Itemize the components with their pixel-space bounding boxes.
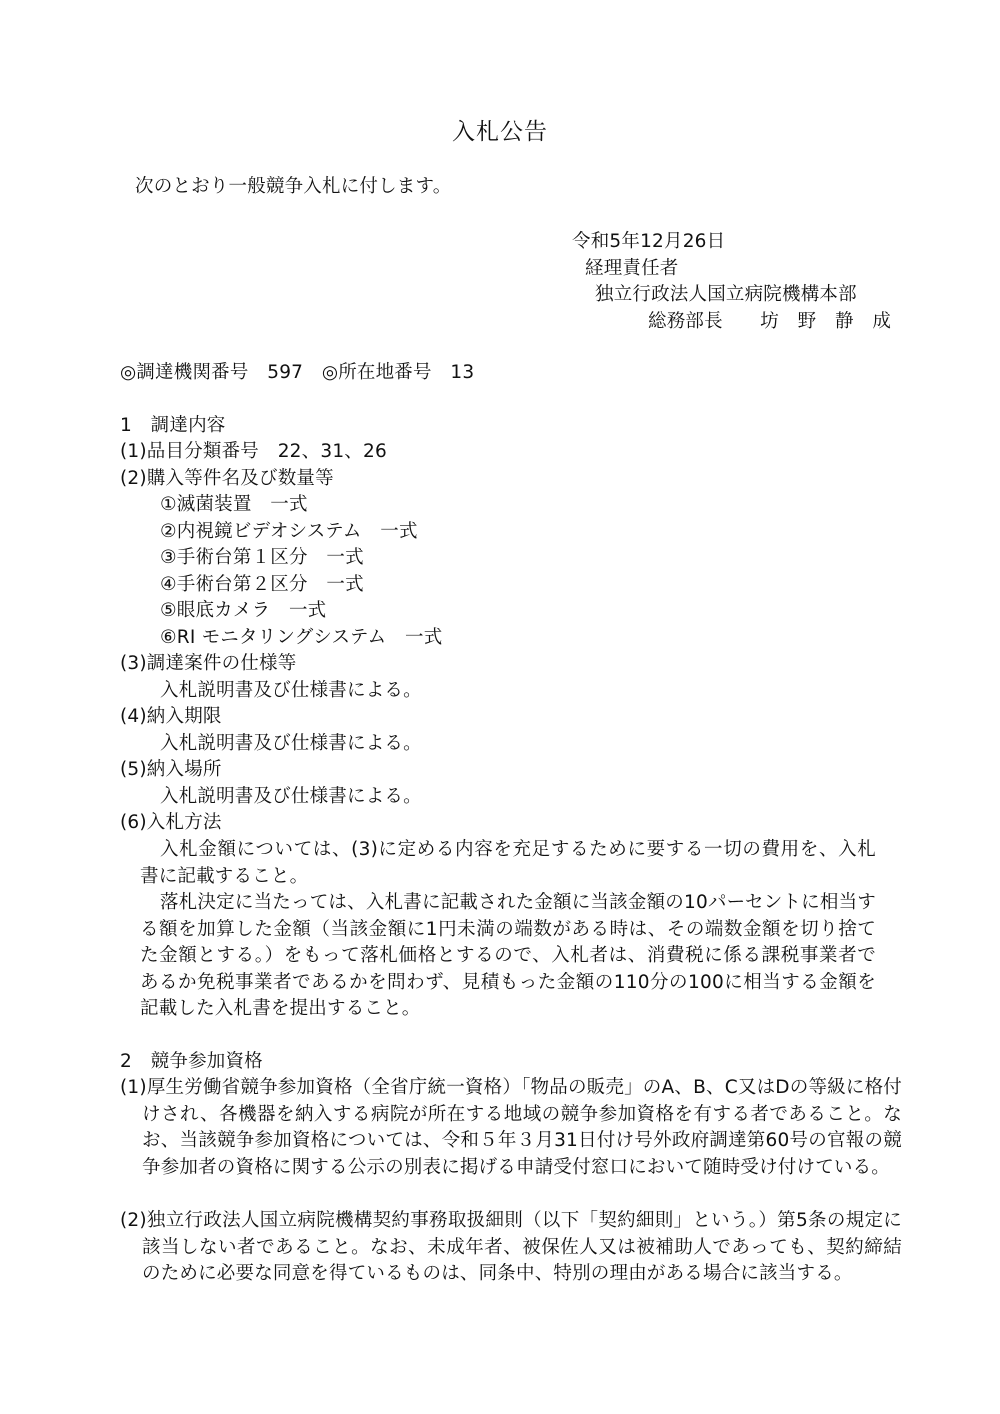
item-specifications-heading: (3)調達案件の仕様等 (120, 653, 297, 674)
section1-heading: 1 調達内容 (120, 415, 226, 436)
bidding-method-paragraph: 入札金額については、(3)に定める内容を充足するために要する一切の費用を、入札書に記載すること。 (140, 839, 876, 887)
signer-name: 総務部長 坊 野 静 成 (648, 311, 892, 332)
eligibility-item: (1)厚生労働省競争参加資格（全省庁統一資格）「物品の販売」のA、B、C又はDの等級に格付けされ、各機器を納入する病院が所在する地域の競争参加資格を有する者であること。なお、当該競争参加資格については、令和５年３月31日付け号外政府調達第60号の官報の競争参加者の資格に関する公示の別表に掲げる申請受付窓口において随時受け付けている。 (120, 1077, 902, 1178)
signer-role: 経理責任者 (585, 258, 679, 279)
product-line: ①滅菌装置 一式 (160, 494, 308, 515)
page-title: 入札公告 (452, 119, 548, 145)
item-bidding-method-heading: (6)入札方法 (120, 812, 222, 833)
item-delivery-location-body: 入札説明書及び仕様書による。 (160, 786, 422, 807)
product-line: ④手術台第２区分 一式 (160, 574, 364, 595)
product-line: ⑤眼底カメラ 一式 (160, 600, 327, 621)
item-delivery-deadline-body: 入札説明書及び仕様書による。 (160, 733, 422, 754)
product-line: ⑥RI モニタリングシステム 一式 (160, 627, 443, 648)
section2-heading: 2 競争参加資格 (120, 1051, 263, 1072)
intro-text: 次のとおり一般競争入札に付します。 (135, 176, 452, 197)
item-specifications-body: 入札説明書及び仕様書による。 (160, 680, 422, 701)
item-delivery-location-heading: (5)納入場所 (120, 759, 222, 780)
eligibility-item: (2)独立行政法人国立病院機構契約事務取扱細則（以下「契約細則」という。）第5条の規定に該当しない者であること。なお、未成年者、被保佐人又は被補助人であっても、契約締結のために必要な同意を得ているものは、同条中、特別の理由がある場合に該当する。 (120, 1210, 902, 1284)
procurement-identifiers: ◎調達機関番号 597 ◎所在地番号 13 (120, 362, 475, 383)
product-line: ②内視鏡ビデオシステム 一式 (160, 521, 418, 542)
product-line: ③手術台第１区分 一式 (160, 547, 364, 568)
item-product-names-heading: (2)購入等件名及び数量等 (120, 468, 334, 489)
bidding-method-paragraph: 落札決定に当たっては、入札書に記載された金額に当該金額の10パーセントに相当する額を加算した金額（当該金額に1円未満の端数がある時は、その端数金額を切り捨てた金額とする。）をもって落札価格とするので、入札者は、消費税に係る課税事業者であるか免税事業者であるかを問わず、見積もった金額の110分の100に相当する金額を記載した入札書を提出すること。 (140, 892, 876, 1019)
signer-organization: 独立行政法人国立病院機構本部 (595, 284, 857, 305)
item-delivery-deadline-heading: (4)納入期限 (120, 706, 222, 727)
notice-date: 令和5年12月26日 (572, 231, 726, 252)
item-classification-number: (1)品目分類番号 22、31、26 (120, 441, 387, 462)
